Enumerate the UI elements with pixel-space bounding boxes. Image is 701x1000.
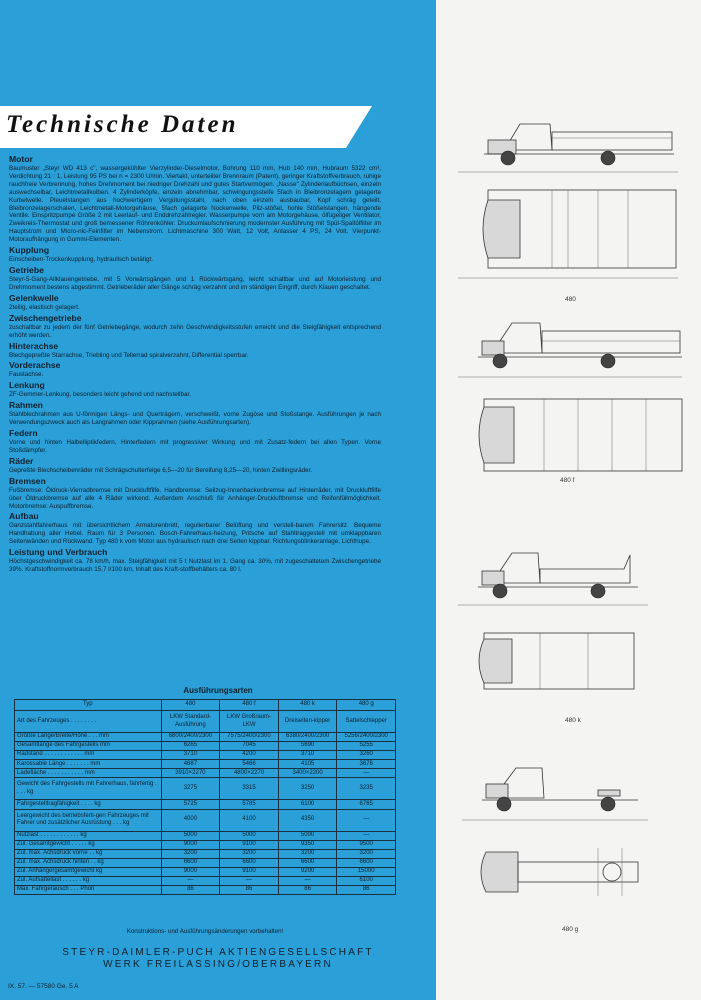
section-lenkung: [9, 380, 381, 399]
section-text: Vorne und hinten Halbelliptikfedern, Hinterfedern mit progressiver Wirkung und mit Zusatz-federn bei allen Typen. Vorne Stoßdämpfer.: [9, 439, 381, 454]
drawing-caption: 480 f: [560, 477, 575, 484]
row-label: Max. Fahrgeräusch . . . Phon: [15, 886, 162, 895]
drawing-caption: 480 g: [562, 926, 579, 933]
cell: —: [337, 831, 396, 840]
cell: 6100: [337, 877, 396, 886]
cell: 4000: [161, 809, 220, 831]
table-row: [15, 778, 396, 800]
cell: 3250: [278, 778, 337, 800]
section-heading: Bremsen: [9, 475, 46, 486]
top-view: [481, 848, 638, 896]
cell: 86: [337, 886, 396, 895]
company-line: WERK FREILASSING/OBERBAYERN: [103, 959, 333, 970]
section-text: Einscheiben-Trockenkupplung, hydraulisch betätigt.: [9, 256, 153, 264]
cell: 5256/2400/2300: [337, 733, 396, 742]
spec-text: [9, 154, 381, 574]
cell: 9100: [220, 840, 279, 849]
cell: 3260: [337, 751, 396, 760]
cell: 3710: [161, 751, 220, 760]
row-label: Karossable Länge . . . . . . . mm: [15, 760, 162, 769]
cell: 6380/2400/2300: [278, 733, 337, 742]
section-heading: Federn: [9, 428, 38, 439]
top-view: [458, 190, 678, 278]
truck-drawing-480-g: [448, 762, 693, 912]
side-view: [458, 124, 678, 172]
row-label: Zul. Gesamtgewicht . . . . . kg: [15, 840, 162, 849]
table-title: Ausführungsarten: [183, 686, 253, 695]
row-label: Leergewicht des betriebsferti-gen Fahrzeuges mit Fahrer und zusätzlicher Ausrüstung . . . kg: [15, 809, 162, 831]
cell: 3400×2200: [278, 769, 337, 778]
section-bremsen: [9, 476, 381, 511]
side-view: [462, 768, 648, 820]
drawing-caption: 480 k: [565, 717, 581, 724]
cell: 3235: [337, 778, 396, 800]
section-text: Ganzstahlfahrerhaus mit übersichtlichem Armaturenbrett, regulierbarer Belüftung und verstell-barem Fahrersitz. Bequeme Handhabung aller Hebel. Raum für 3 Personen. Bosch-Fahrerhaus-heizung, Pritsche auf Stahltraggestell mit umklappbaren Seitenwänden und Rückwand. Typ 480 k vom Motor aus hydraulisch nach drei Seiten kippbar. Richtungsblinkeranlage, Lichthupe.: [9, 522, 381, 546]
section-rahmen: [9, 400, 381, 427]
cell: 3200: [220, 849, 279, 858]
row-label: Gewicht des Fahrgestells mit Fahrerhaus, fahrfertig . . . . kg: [15, 778, 162, 800]
cell: 3315: [220, 778, 279, 800]
side-view: [458, 553, 648, 605]
cell: 3200: [278, 849, 337, 858]
section-heading: Motor: [9, 154, 33, 164]
cell: 5000: [161, 831, 220, 840]
cell: 7045: [220, 742, 279, 751]
drawing-caption: 480: [565, 296, 576, 303]
table-header-cell: 480 f: [220, 700, 279, 711]
table-header-cell: 480 g: [337, 700, 396, 711]
table-row: [15, 809, 396, 831]
row-label: Größte Länge/Breite/Höhe . . . mm: [15, 733, 162, 742]
cell: —: [220, 877, 279, 886]
truck-drawing-480-k: [448, 545, 693, 695]
cell: 6765: [337, 800, 396, 809]
cell: 5466: [220, 760, 279, 769]
section-text: Steyr-5-Gang-Allklauengetriebe, mit 5 Vorwärtsgängen und 1 Rückwärtsgang, leicht schaltbar und auf Motorleistung und Drehmoment bestens abgestimmt. Getrieberäder aller Gänge schräg verzahnt und im ständigen Eingriff, durch Klauen geschaltet.: [9, 275, 381, 291]
cell: 4200: [220, 751, 279, 760]
section-heading: Rahmen: [9, 400, 43, 411]
cell: Dreiseiten-kipper: [278, 711, 337, 733]
table-row: [15, 858, 396, 867]
cell: —: [337, 809, 396, 831]
cell: 6600: [337, 858, 396, 867]
section-federn: [9, 428, 381, 455]
section-text: Gepreßte Blechscheibenräder mit Schrägschulterfelge 6,5—20 für Bereifung 8,25—20, hinten Zwillingsräder.: [9, 466, 313, 474]
cell: 5000: [220, 831, 279, 840]
cell: —: [337, 769, 396, 778]
cell: 4687: [161, 760, 220, 769]
section-heading: Lenkung: [9, 380, 45, 391]
table-header-cell: 480 k: [278, 700, 337, 711]
cell: Sattelschlepper: [337, 711, 396, 733]
table-header-cell: Typ: [15, 700, 162, 711]
cell: 6600: [220, 858, 279, 867]
table-row: [15, 751, 396, 760]
row-label: Fahrgestelltragfähigkeit . . . . kg: [15, 800, 162, 809]
section-aufbau: [9, 511, 381, 546]
cell: 86: [220, 886, 279, 895]
company-line: STEYR-DAIMLER-PUCH AKTIENGESELLSCHAFT: [62, 947, 374, 958]
section-text: Baumuster „Steyr WD 413 c", wassergekühlter Vierzylinder-Dieselmotor, Bohrung 110 mm, Hub 140 mm, Hubraum 5322 cm³, Verdichtung 21 : 1, Leistung 95 PS bei n = 2300 U/min. Viertakt, unterteilter Brennraum (Patent), geringer Kraftstoffverbrauch, ruhige rauchfreie Verbrennung, hohes Drehmoment bei niedriger Drehzahl und gutes Startvermögen. „Nasse" Zylinderlaufbüchsen, einzeln auswechselbar, Leichtmetallkolben. 4 Zylinderköpfe, einzeln abnehmbar, schwingungssteife 5fach in Bleibronzelagern gelagerte Kurbelwelle. Pleuelstangen aus hochwertigem Vergütungsstahl, nach oben einzeln ausbaubar, Kopf schräg geteilt, Bleibronzelagerschalen, Leichtmetall-Motorgehäuse, 5fach gelagerte Nockenwelle, Pilz-stößel, hohle Stößelstangen, hängende Ventile. Einspritzpumpe Größe 2 mit Leerlauf- und Enddrehzahlregler. Wasserpumpe vorn am Motorgehäuse, ölfügeliger Ventilator, Zweikreis-Thermostat und groß bemessener Röhrenkühler. Druckumlaufschmierung modernster Ausführung mit Spül-Spaltölfilter im Hauptstrom und Micro-nic-Feinfilter im Nebenstrom. Lichtmaschine 300 Watt, 12 Volt, Anlasser 4 PS, 24 Volt. Vierpunkt-Motoraufhängung in Gummi-Elementen.: [9, 165, 381, 244]
cell: 4105: [278, 760, 337, 769]
cell: 86: [278, 886, 337, 895]
top-view: [479, 399, 682, 471]
table-row: [15, 711, 396, 733]
row-label: Zul. max. Achsdruck vorne . . kg: [15, 849, 162, 858]
cell: 4100: [220, 809, 279, 831]
cell: 9350: [278, 840, 337, 849]
table-row: [15, 831, 396, 840]
cell: 9100: [220, 867, 279, 876]
cell: 5725: [161, 800, 220, 809]
section-heading: Zwischengetriebe: [9, 312, 82, 323]
section-text: Blechgepreßte Starrachse, Triebling und Tellerrad spiralverzahnt, Differential sperrbar.: [9, 351, 249, 359]
cell: —: [161, 877, 220, 886]
section-heading: Gelenkwelle: [9, 292, 59, 303]
cell: 3200: [161, 849, 220, 858]
section-gelenkwelle: [9, 293, 381, 312]
cell: 3710: [278, 751, 337, 760]
cell: 3275: [161, 778, 220, 800]
table-row: [15, 769, 396, 778]
table-header-row: [15, 700, 396, 711]
cell: 6265: [161, 742, 220, 751]
section-text: Höchstgeschwindigkeit ca. 78 km/h, max. Steigfähigkeit mit 5 t Nutzlast im 1. Gang ca. 30%, mit zugeschaltetem Zwischengetriebe 39%. Kraftstoffnormverbrauch 15,7 l/100 km, Inhalt des Kraft-stoffbehälters ca. 80 l.: [9, 558, 381, 574]
cell: 4350: [278, 809, 337, 831]
cell: 3200: [337, 849, 396, 858]
table-row: [15, 800, 396, 809]
table-row: [15, 877, 396, 886]
row-label: Ladefläche . . . . . . . . . . . mm: [15, 769, 162, 778]
cell: 6600: [278, 858, 337, 867]
cell: 6800/2400/2300: [161, 733, 220, 742]
section-text: Stahlblechrahmen aus U-förmigen Längs- und Querträgern, verschweißt, vorne Zugöse und Stoßstange. Ausführungen je nach Verwendungszweck auch als Langrahmen oder Kipprahmen (siehe Ausführungsarten).: [9, 411, 381, 427]
table-row: [15, 733, 396, 742]
row-label: Nutzlast . . . . . . . . . . . . kg: [15, 831, 162, 840]
section-text: ZF-Gemmer-Lenkung, besonders leicht gehend und nachstellbar.: [9, 391, 192, 399]
row-label: Gesamtlänge des Fahrgestells mm: [15, 742, 162, 751]
section-text: Faustachse.: [9, 371, 44, 379]
cell: 7575/2400/2300: [220, 733, 279, 742]
footnote: Konstruktions- und Ausführungsänderungen vorbehalten!: [126, 928, 284, 935]
cell: 5000: [278, 831, 337, 840]
truck-drawing-480-f: [448, 315, 693, 475]
cell: 4800×2270: [220, 769, 279, 778]
row-label: Radstand . . . . . . . . . . . . mm: [15, 751, 162, 760]
section-heading: Kupplung: [9, 245, 50, 256]
cell: 9200: [278, 867, 337, 876]
cell: —: [278, 877, 337, 886]
row-label: Zul. Aufsattellast . . . . . . kg: [15, 877, 162, 886]
section-heading: Hinterachse: [9, 340, 59, 351]
cell: 6100: [278, 800, 337, 809]
section-leistung: [9, 547, 381, 574]
company-name: [0, 947, 436, 971]
section-text: Fußbremse: Öldruck-Vierradbremse mit Druckluftfilfe. Handbremse: Seilzug-Innenbackenbremse auf Hinterräder, mit Druckluftfilfe über Öldruckbremse auf alle 4 Räder wirkend. Außerdem Anschluß für Anhänger-Druckluftbremse und Reifenfüllmöglichkeit. Motorbremse: Auspuffbremse.: [9, 486, 381, 510]
section-heading: Getriebe: [9, 264, 44, 275]
cell: 86: [161, 886, 220, 895]
variants-table: [14, 699, 396, 895]
cell: 5785: [220, 800, 279, 809]
cell: 9500: [337, 840, 396, 849]
section-heading: Räder: [9, 455, 34, 466]
table-header-cell: 480: [161, 700, 220, 711]
section-heading: Aufbau: [9, 511, 39, 522]
row-label: Zul. Anhängergesamtgewicht kg: [15, 867, 162, 876]
cell: 5690: [278, 742, 337, 751]
cell: 9000: [161, 840, 220, 849]
cell: 9000: [161, 867, 220, 876]
section-kupplung: [9, 245, 381, 264]
table-row: [15, 742, 396, 751]
cell: 5255: [337, 742, 396, 751]
table-row: [15, 849, 396, 858]
cell: 6600: [161, 858, 220, 867]
section-hinterachse: [9, 341, 381, 360]
table-row: [15, 867, 396, 876]
section-zwischengetriebe: [9, 313, 381, 340]
cell: LKW Großraum-LKW: [220, 711, 279, 733]
row-label: Art des Fahrzeuges . . . . . . . .: [15, 711, 162, 733]
cell: LKW Standard-Ausführung: [161, 711, 220, 733]
table-row: [15, 840, 396, 849]
section-heading: Vorderachse: [9, 360, 61, 371]
section-getriebe: [9, 265, 381, 292]
cell: 15000: [337, 867, 396, 876]
top-view: [479, 633, 634, 689]
side-view: [458, 323, 682, 377]
section-raeder: [9, 456, 381, 475]
cell: 3678: [337, 760, 396, 769]
table-row: [15, 886, 396, 895]
section-motor: [9, 154, 381, 244]
section-text: zuschaltbar zu jedem der fünf Getriebegänge, wodurch zehn Geschwindigkeitsstufen erreicht und die Steigfähigkeit entsprechend erhöht werden.: [9, 323, 381, 339]
table-row: [15, 760, 396, 769]
section-text: 2teilig, elastisch gelagert.: [9, 303, 80, 311]
cell: 3910×2270: [161, 769, 220, 778]
row-label: Zul. max. Achsdruck hinten . . kg: [15, 858, 162, 867]
print-code: IX. 57. — 57580 Ge. 5 A: [8, 983, 79, 990]
section-vorderachse: [9, 360, 381, 379]
truck-drawing-480: [448, 110, 693, 280]
section-heading: Leistung und Verbrauch: [9, 547, 108, 558]
page-title: Technische Daten: [6, 111, 239, 138]
